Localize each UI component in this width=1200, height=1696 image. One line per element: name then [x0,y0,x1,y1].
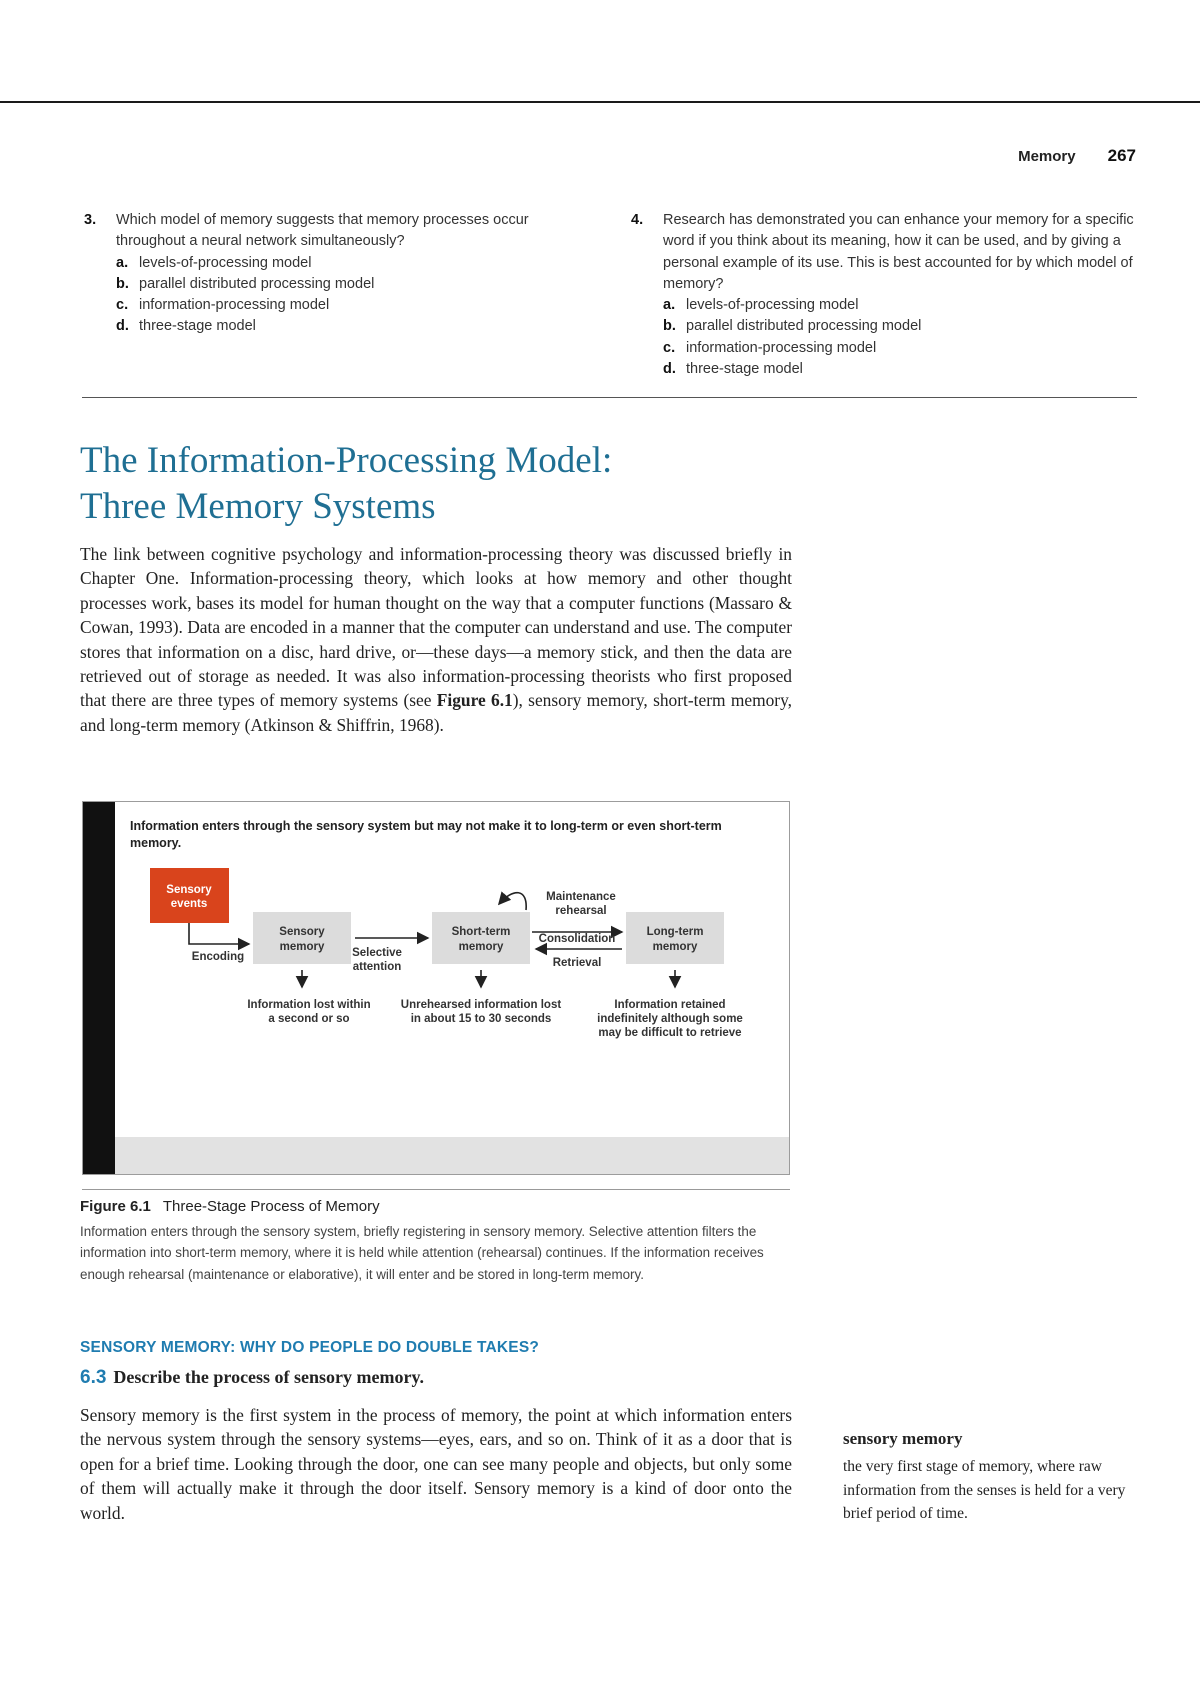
option-text: information-processing model [139,297,330,314]
glossary-note [843,1429,1143,1526]
learning-objective [80,1367,424,1389]
short-term-memory-label: memory [458,941,504,953]
glossary-definition: the very first stage of memory, where raw information from the senses is held for a very brief period of time. [843,1458,1126,1522]
answer-option [84,253,584,274]
retained-long-term-note: Information retained [614,999,726,1011]
figure-caption-body: Information enters through the sensory system, briefly registering in sensory memory. Selective attention filters the information into short-term memory, where it is held while attention (rehearsal) continues. If the information receives enough rehearsal (maintenance or elaborative), it will enter and be stored in long-term memory. [80,1224,764,1282]
question-number: 4. [631,212,644,228]
figure-6-1 [82,801,790,1175]
section-title-line-2: Three Memory Systems [80,486,436,527]
option-text: parallel distributed processing model [139,275,375,292]
question-stem [84,210,584,253]
section-divider [82,397,1137,398]
figure-title: Three-Stage Process of Memory [162,1198,380,1215]
question-text: Research has demonstrated you can enhance your memory for a specific word if you think about its meaning, how it can be used, and by giving a personal example of its use. This is best accounted for by which model of memory? [663,212,1134,292]
option-text: three-stage model [139,318,256,335]
short-term-memory-box [432,912,530,964]
lost-sensory-note: Information lost within [247,999,371,1011]
encoding-label: Encoding [191,951,245,963]
objective-number: 6.3 [80,1367,107,1388]
quiz-question-4 [631,210,1136,380]
quiz-question-3 [84,210,584,338]
running-head [1018,146,1136,166]
figure-caption [80,1198,792,1285]
option-text: levels-of-processing model [139,254,312,271]
option-letter: c. [663,339,676,356]
maintenance-rehearsal-label: rehearsal [555,905,607,917]
option-letter: d. [663,361,676,378]
consolidation-label: Consolidation [538,933,616,945]
option-letter: a. [663,297,676,314]
intro-text-end: ), sensory memory, short-term memory, and long-term memory (Atkinson & Shiffrin, 1968). [80,690,792,735]
sensory-memory-label: memory [279,941,325,953]
encoding-arrow [189,923,249,944]
selective-attention-label: attention [352,961,402,973]
figure-caption-rule [82,1189,790,1190]
intro-paragraph [80,542,792,737]
option-letter: b. [663,318,676,335]
answer-option [84,316,584,337]
retained-long-term-note: indefinitely although some [597,1013,743,1025]
option-text: parallel distributed processing model [686,318,922,335]
option-text: levels-of-processing model [686,297,859,314]
answer-option [84,274,584,295]
option-letter: c. [116,297,129,314]
intro-text-start: The link between cognitive psychology and information-processing theory was discussed briefly in Chapter One. Information-processing theory, which looks at how memory and other thought processes work, bases its model for human thought on the way that a computer functions (Massaro & Cowan, 1993). Data are encoded in a manner that the computer can understand and use. The computer stores that information on a disc, hard drive, or—these days—a memory stick, and then the data are retrieved out of storage as needed. It was also information-processing theorists who first proposed that there are three types of memory systems (see [80,544,792,711]
objective-text: Describe the process of sensory memory. [113,1367,425,1387]
option-text: information-processing model [686,339,877,356]
maintenance-rehearsal-arrow [499,893,526,910]
retrieval-label: Retrieval [552,957,602,969]
section-title [80,438,800,530]
selective-attention-label: Selective [352,947,402,959]
subsection-heading: SENSORY MEMORY: WHY DO PEOPLE DO DOUBLE TAKES? [80,1339,540,1356]
sensory-memory-paragraph: Sensory memory is the first system in the process of memory, the point at which information enters the nervous system through the sensory systems—eyes, ears, and so on. Think of it as a door that is open for a brief time. Looking through the door, one can see many people and objects, but only some of them will actually make it through the door itself. Sensory memory is a kind of door onto the world. [80,1405,792,1523]
question-number: 3. [84,212,97,228]
answer-option [631,295,1136,316]
sensory-memory-box [253,912,351,964]
running-head-title: Memory [1018,148,1076,165]
sensory-memory-label: Sensory [279,926,325,938]
answer-option [631,338,1136,359]
long-term-memory-label: Long-term [646,926,704,938]
figure-caption-title [80,1198,792,1215]
figure-number: Figure 6.1 [80,1198,151,1215]
figure-header: Information enters through the sensory system but may not make it to long-term or even short-term memory. [130,819,722,850]
maintenance-rehearsal-label: Maintenance [546,891,616,903]
glossary-term: sensory memory [843,1429,963,1448]
short-term-memory-label: Short-term [451,926,511,938]
option-text: three-stage model [686,361,803,378]
figure-reference-link[interactable]: Figure 6.1 [436,690,513,711]
section-title-line-1: The Information-Processing Model: [80,440,613,481]
page-number: 267 [1107,146,1136,165]
sensory-events-label: Sensory [166,884,212,896]
long-term-memory-box [626,912,724,964]
option-letter: b. [116,275,129,292]
question-stem [631,210,1136,295]
long-term-memory-label: memory [652,941,698,953]
question-text: Which model of memory suggests that memory processes occur throughout a neural network simultaneously? [116,212,529,250]
lost-sensory-note: a second or so [268,1013,350,1025]
answer-option [631,359,1136,380]
answer-option [84,295,584,316]
option-letter: a. [116,254,129,271]
option-letter: d. [116,318,129,335]
sensory-events-label: events [170,898,208,910]
top-rule [0,101,1200,103]
lost-short-term-note: in about 15 to 30 seconds [410,1013,552,1025]
retained-long-term-note: may be difficult to retrieve [598,1027,742,1039]
lost-short-term-note: Unrehearsed information lost [400,999,562,1011]
answer-option [631,316,1136,337]
memory-flow-diagram [83,802,789,1174]
